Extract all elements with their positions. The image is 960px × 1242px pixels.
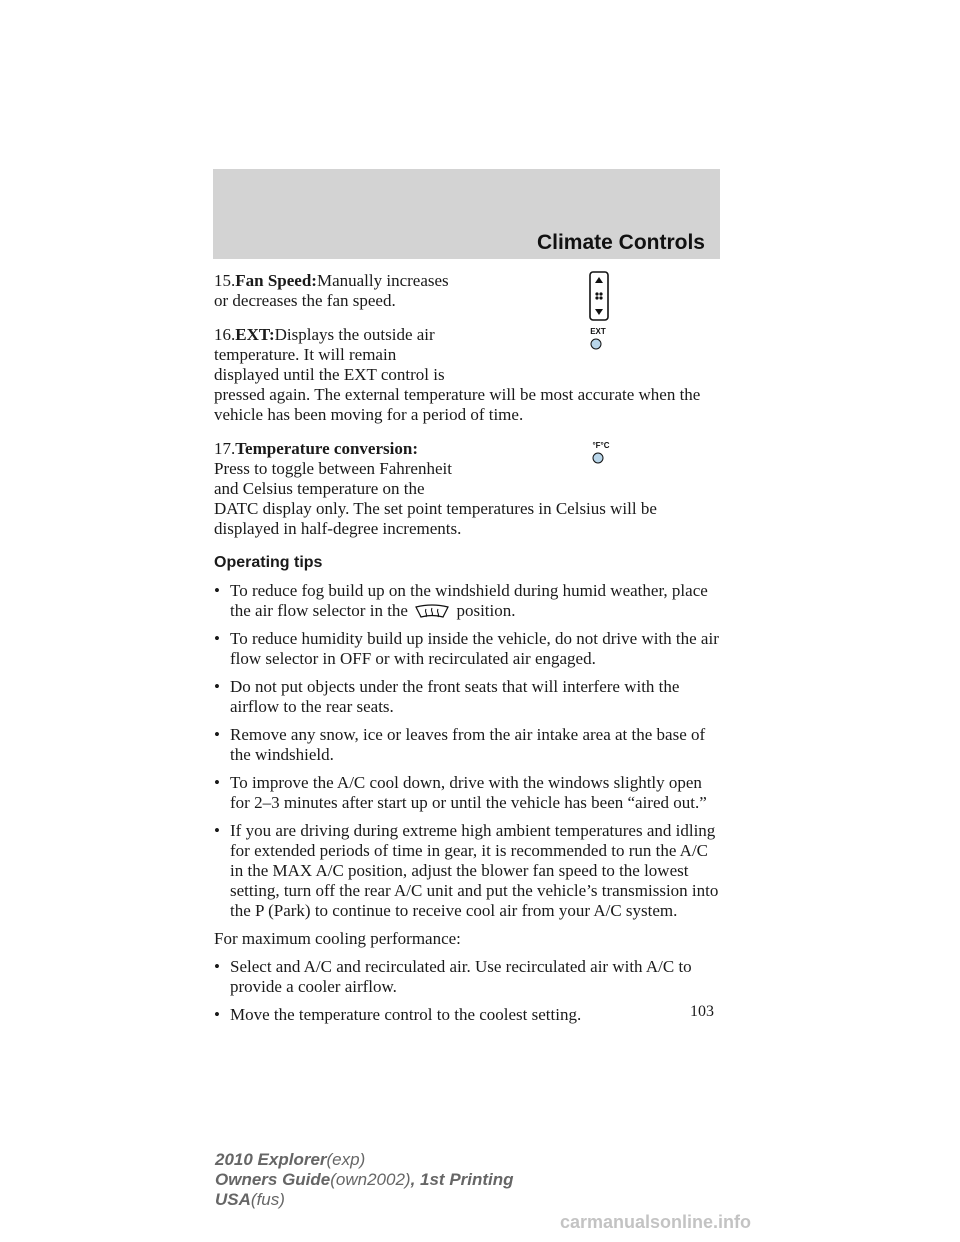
item-label: Temperature conversion:: [235, 439, 418, 458]
item-label: EXT:: [235, 325, 275, 344]
footer-guide-code: (own2002): [330, 1170, 411, 1189]
item-number: 15.: [214, 271, 236, 290]
section-title: Climate Controls: [536, 231, 705, 254]
fan-speed-button-icon: [589, 271, 609, 321]
ext-icon-label: EXT: [590, 327, 606, 336]
list-item: [214, 957, 722, 997]
ext-button-icon: [583, 325, 613, 355]
bullet: •: [214, 773, 220, 793]
footer-model-code: (exp): [326, 1150, 366, 1169]
tip-text: Do not put objects under the front seats that will interfere with the airflow to the rear seats.: [230, 677, 680, 717]
footer-guide: Owners Guide: [215, 1170, 331, 1189]
tip-text: To reduce humidity build up inside the vehicle, do not drive with the air flow selector in OFF or with recirculated air engaged.: [230, 629, 719, 669]
page-number: 103: [690, 1003, 714, 1020]
list-item: [214, 581, 722, 621]
footer-market: USA: [215, 1190, 251, 1209]
fahrenheit-celsius-button-icon: [586, 439, 616, 469]
list-item: [214, 629, 722, 669]
footer-line-2: [215, 1170, 514, 1190]
footer-model: 2010 Explorer: [215, 1150, 327, 1169]
list-item: [214, 821, 722, 921]
item-text: [214, 271, 469, 311]
bullet: •: [214, 629, 220, 649]
watermark: carmanualsonline.info: [560, 1212, 752, 1232]
section-header-band: [213, 169, 720, 259]
max-cooling-list: [214, 957, 722, 1025]
item-text-a: Manually increases: [316, 271, 449, 290]
footer-market-code: (fus): [250, 1190, 285, 1209]
item-text-c: displayed until the EXT control is: [214, 365, 445, 384]
item-text-d: DATC display only. The set point temperatures in Celsius will be displayed in half-degree increments.: [214, 499, 657, 538]
item-text-c: and Celsius temperature on the: [214, 479, 425, 498]
item-number: 17.: [214, 439, 236, 458]
max-cooling-intro: For maximum cooling performance:: [214, 929, 461, 949]
item-text-b: temperature. It will remain: [214, 345, 397, 364]
item-text-b: or decreases the fan speed.: [214, 291, 396, 310]
item-text: [214, 325, 722, 425]
tip-text: Move the temperature control to the coolest setting.: [230, 1005, 582, 1025]
tip-text-b: position.: [456, 601, 516, 620]
bullet: •: [214, 581, 220, 600]
bullet: •: [214, 957, 220, 977]
document-footer: [215, 1150, 514, 1210]
list-item: [214, 677, 722, 717]
item-ext: [214, 325, 722, 425]
bullet: •: [214, 1005, 220, 1025]
list-item: [214, 725, 722, 765]
fc-icon-label: °F°C: [592, 441, 610, 450]
operating-tips-list: [214, 581, 722, 921]
tip-text: Select and A/C and recirculated air. Use recirculated air with A/C to provide a cooler airflow.: [230, 957, 692, 997]
footer-line-1: [215, 1150, 514, 1170]
item-temperature-conversion: [214, 439, 722, 539]
item-number: 16.: [214, 325, 236, 344]
list-item: [214, 1005, 722, 1025]
item-text-d: pressed again. The external temperature will be most accurate when the vehicle has been moving for a period of time.: [214, 385, 701, 424]
item-text-a: Displays the outside air: [274, 325, 435, 344]
list-item: [214, 773, 722, 813]
item-fan-speed: [214, 271, 722, 311]
tip-text: Remove any snow, ice or leaves from the air intake area at the base of the windshield.: [230, 725, 706, 765]
item-text-b: Press to toggle between Fahrenheit: [214, 459, 452, 478]
operating-tips-heading: Operating tips: [214, 554, 323, 571]
tip-text: If you are driving during extreme high ambient temperatures and idling for extended periods of time in gear, it is recommended to run the A/C in the MAX A/C position, adjust the blower fan speed to the lowest setting, turn off the rear A/C unit and put the vehicle’s transmission into the P (Park) to continue to receive cool air from your A/C system.: [230, 821, 719, 921]
item-text: [214, 439, 722, 539]
item-label: Fan Speed:: [235, 271, 317, 290]
windshield-defrost-icon: [412, 603, 452, 621]
footer-printing: , 1st Printing: [410, 1170, 514, 1189]
bullet: •: [214, 725, 220, 745]
page-content: [214, 271, 722, 1033]
bullet: •: [214, 677, 220, 697]
bullet: •: [214, 821, 220, 841]
footer-line-3: [215, 1190, 514, 1210]
tip-text: To improve the A/C cool down, drive with the windows slightly open for 2–3 minutes after start up or until the vehicle has been “aired out.”: [230, 773, 707, 813]
tip-text-a: To reduce fog build up on the windshield during humid weather, place the air flow selector in the: [230, 581, 708, 620]
